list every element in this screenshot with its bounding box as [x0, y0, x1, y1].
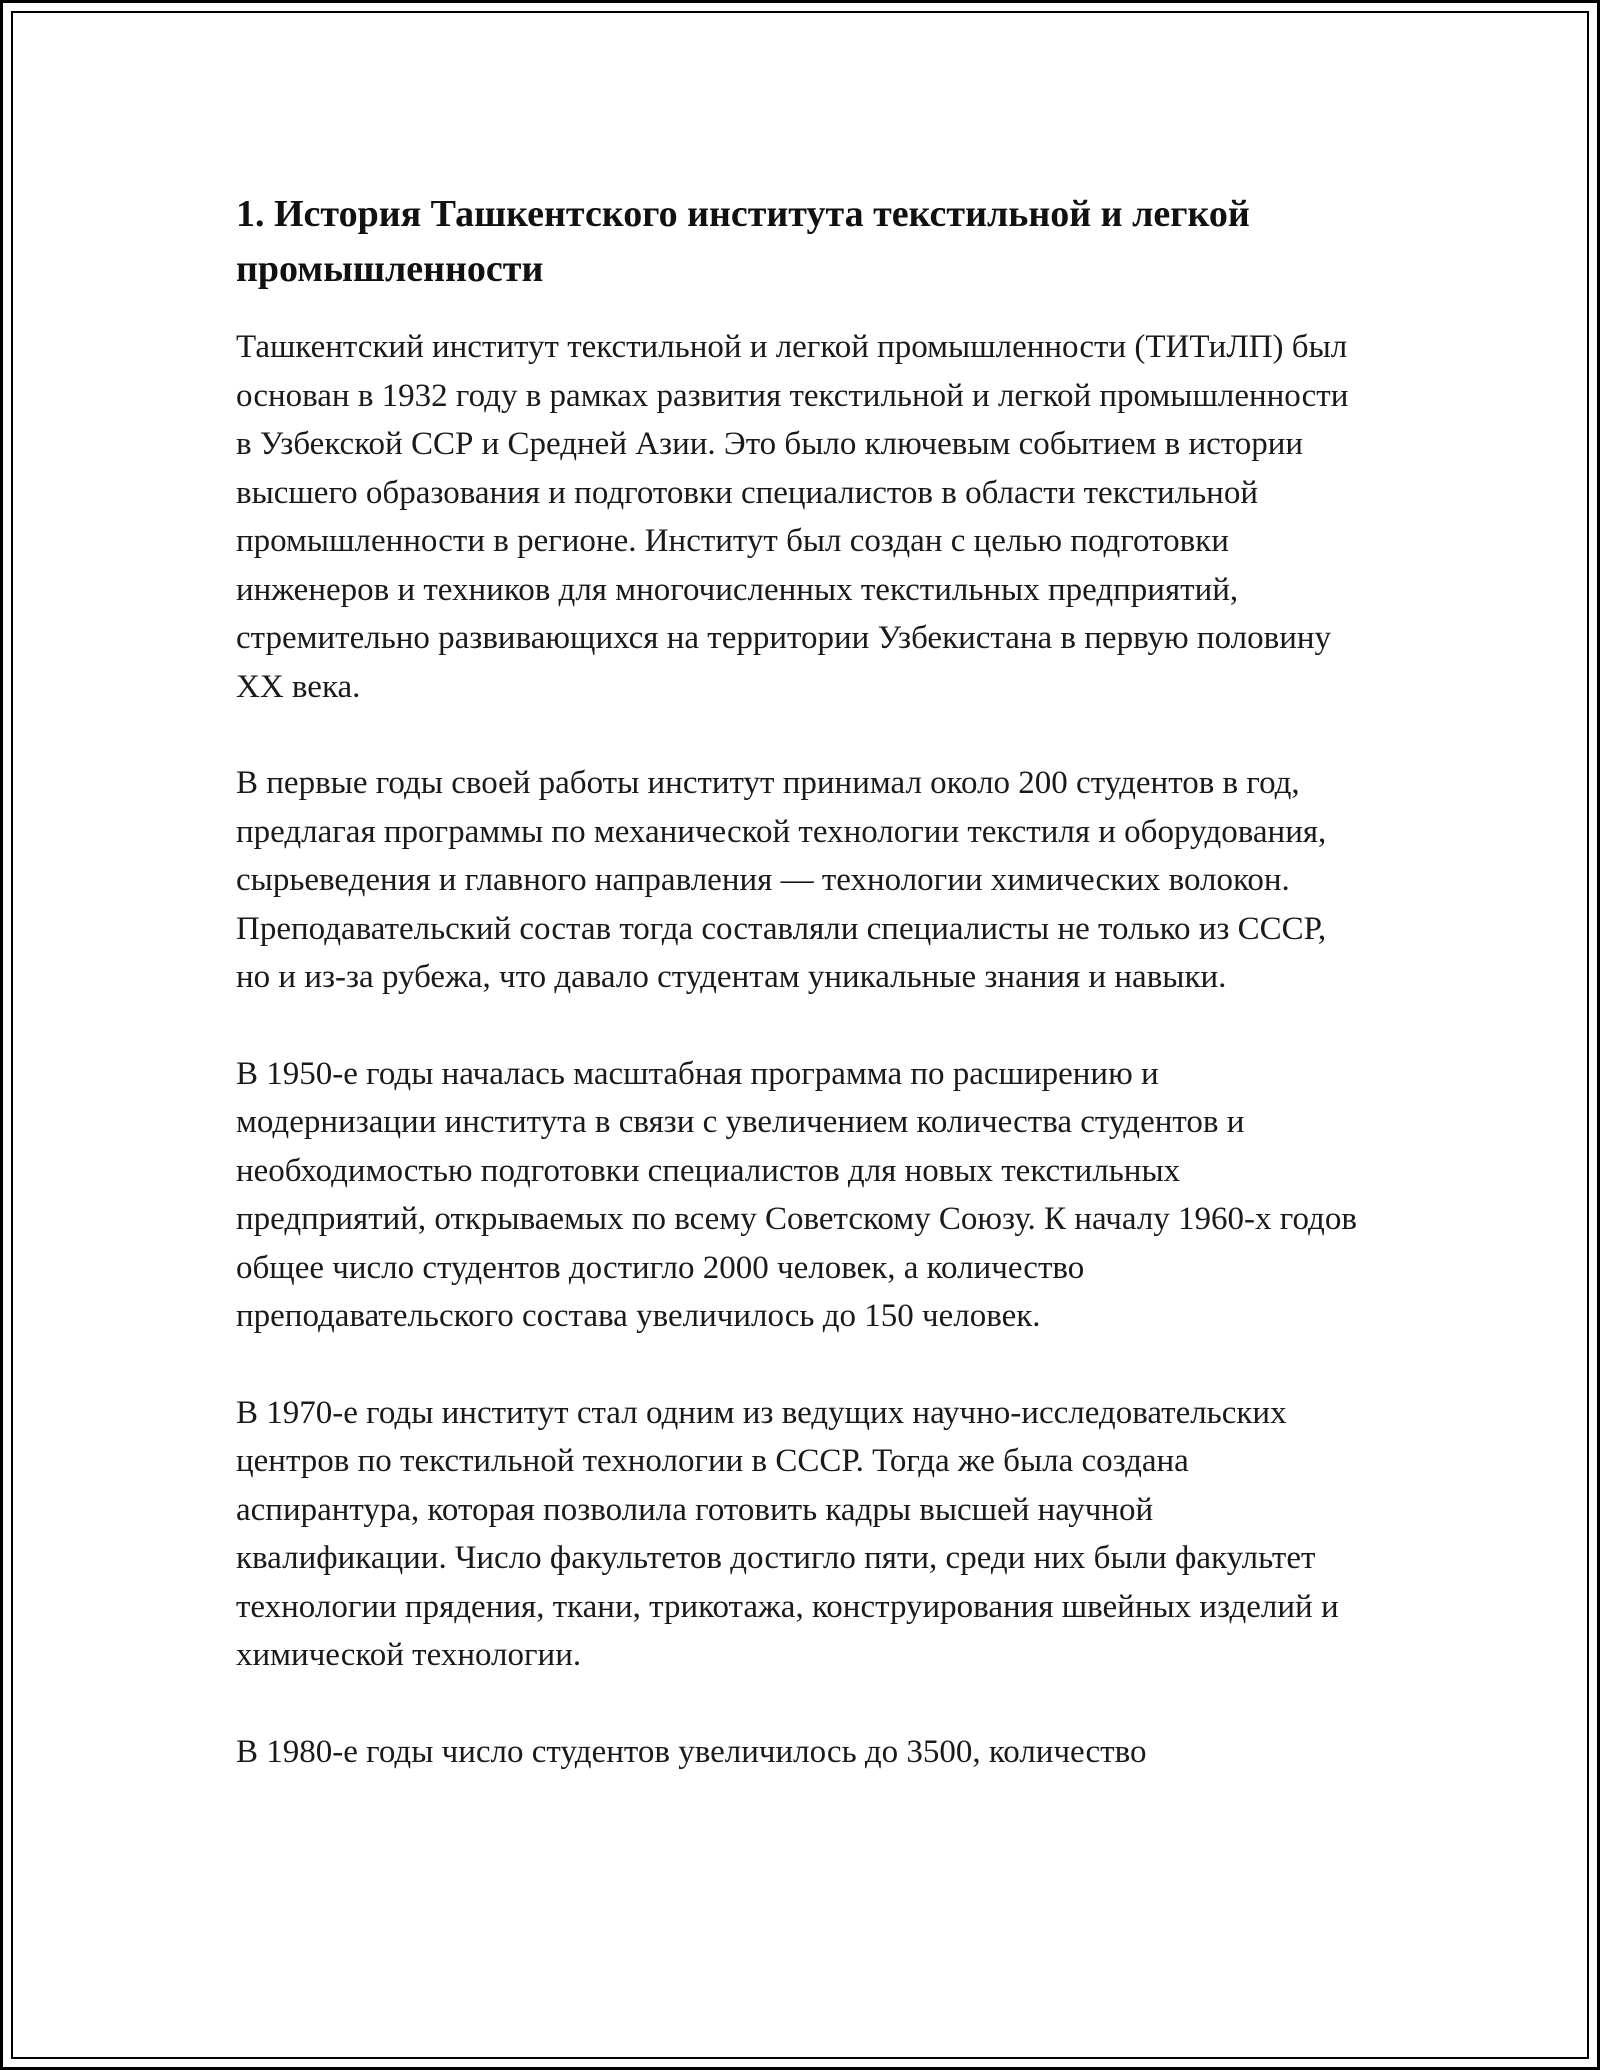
paragraph-founding: Ташкентский институт текстильной и легкой промышленности (ТИТиЛП) был основан в 1932 году в рамках развития текстильной и легкой промышленности в Узбекской ССР и Средней Азии. Это было ключевым событием в истории высшего образования и подготовки специалистов в области текстильной промышленности в регионе. Институт был создан с целью подготовки инженеров и техников для многочисленных текстильных предприятий, стремительно развивающихся на территории Узбекистана в первую половину XX века.	[236, 329, 1349, 705]
section-heading: 1. История Ташкентского института текстильной и легкой промышленности	[236, 193, 1250, 290]
document-body	[236, 187, 1366, 1824]
paragraph-early-years: В первые годы своей работы институт принимал около 200 студентов в год, предлагая программы по механической технологии текстиля и оборудования, сырьеведения и главного направления — технологии химических волокон. Преподавательский состав тогда составляли специалисты не только из СССР, но и из-за рубежа, что давало студентам уникальные знания и навыки.	[236, 765, 1327, 995]
paragraph-1980s: В 1980-е годы число студентов увеличилось до 3500, количество	[236, 1733, 1147, 1770]
paragraph-1950s: В 1950-е годы началась масштабная программа по расширению и модернизации института в связи с увеличением количества студентов и необходимостью подготовки специалистов для новых текстильных предприятий, открываемых по всему Советскому Союзу. К началу 1960-х годов общее число студентов достигло 2000 человек, а количество преподавательского состава увеличилось до 150 человек.	[236, 1055, 1357, 1334]
paragraph-1970s: В 1970-е годы институт стал одним из ведущих научно-исследовательских центров по текстильной технологии в СССР. Тогда же была создана аспирантура, которая позволила готовить кадры высшей научной квалификации. Число факультетов достигло пяти, среди них были факультет технологии прядения, ткани, трикотажа, конструирования швейных изделий и химической технологии.	[236, 1394, 1339, 1673]
